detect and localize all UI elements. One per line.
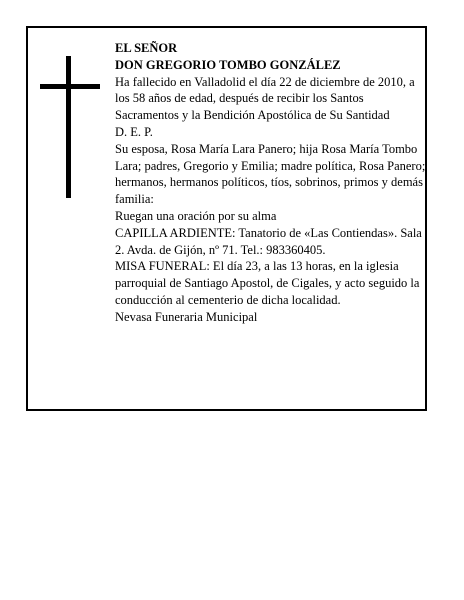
funeral-mass-info: MISA FUNERAL: El día 23, a las 13 horas, en la iglesia parroquial de Santiago Apostol, de Cigales, y acto seguido la conducción al cementerio de dicha localidad. (115, 259, 420, 307)
family-list: Su esposa, Rosa María Lara Panero; hija Rosa María Tombo Lara; padres, Gregorio y Emilia; madre política, Rosa Panero; hermanos, hermanos políticos, tíos, sobrinos, primos y demás familia: (115, 141, 426, 207)
obituary-notice (26, 26, 427, 411)
death-announcement: Ha fallecido en Valladolid el día 22 de diciembre de 2010, a los 58 años de edad, después de recibir los Santos Sacramentos y la Bendición Apostólica de Su Santidad (115, 74, 415, 123)
chapel-info: CAPILLA ARDIENTE: Tanatorio de «Las Contiendas». Sala 2. Avda. de Gijón, nº 71. Tel.: 983360405. (115, 225, 422, 257)
notice-title-line-2: DON GREGORIO TOMBO GONZÁLEZ (115, 57, 341, 72)
funeral-home: Nevasa Funeraria Municipal (115, 309, 258, 324)
notice-title-line-1: EL SEÑOR (115, 41, 178, 55)
prayer-request: Ruegan una oración por su alma (115, 208, 277, 223)
notice-text (115, 40, 427, 326)
cross-horizontal-bar (40, 84, 100, 89)
rip-line: D. E. P. (115, 124, 153, 139)
cross-icon (40, 56, 100, 198)
cross-vertical-bar (66, 56, 71, 198)
